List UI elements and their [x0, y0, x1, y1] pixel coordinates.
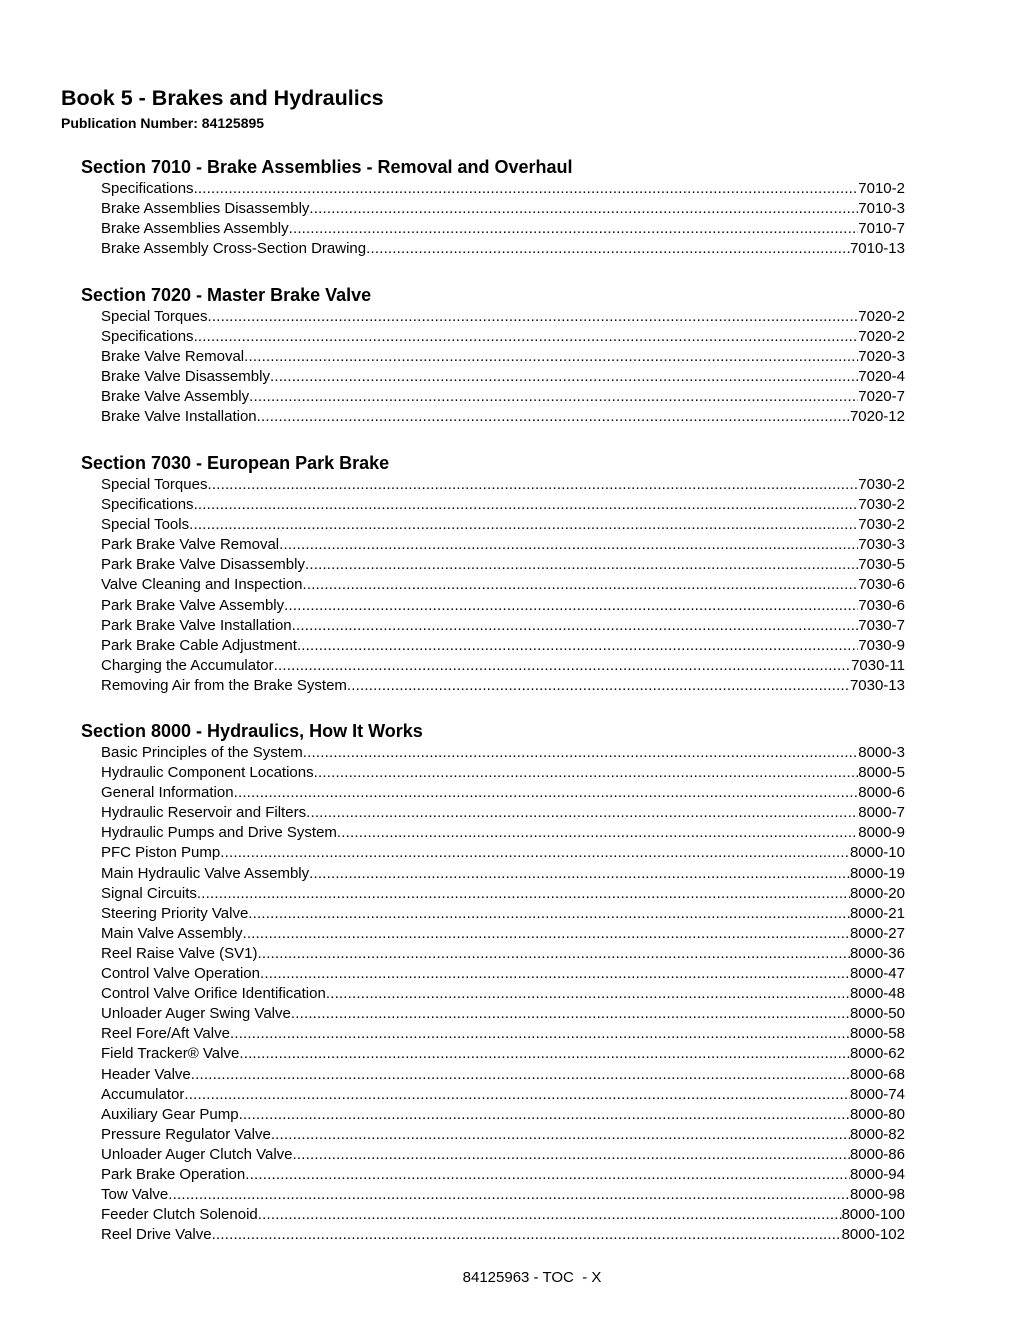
toc-entry[interactable] — [101, 656, 905, 676]
toc-entry[interactable] — [101, 1085, 905, 1105]
section-title: Section 7010 - Brake Assemblies - Removal and Overhaul — [81, 157, 573, 177]
toc-entry-label: Feeder Clutch Solenoid — [101, 1206, 258, 1224]
toc-entry-label: Specifications — [101, 328, 194, 346]
toc-entry[interactable] — [101, 763, 905, 783]
dot-leader — [220, 843, 850, 863]
toc-entry[interactable] — [101, 924, 905, 944]
toc-entry-label: Hydraulic Pumps and Drive System — [101, 824, 337, 842]
toc-entry-label: Unloader Auger Clutch Valve — [101, 1145, 293, 1163]
dot-leader — [284, 596, 858, 616]
toc-entry[interactable] — [101, 884, 905, 904]
toc-entry-page: 8000-9 — [858, 824, 905, 842]
dot-leader — [293, 1145, 850, 1165]
toc-entry-page: 7030-6 — [858, 596, 905, 614]
toc-entry[interactable] — [101, 555, 905, 575]
toc-entry-label: Park Brake Operation — [101, 1165, 246, 1183]
dot-leader — [314, 763, 859, 783]
dot-leader — [239, 1105, 850, 1125]
dot-leader — [303, 575, 859, 595]
dot-leader — [184, 1085, 850, 1105]
toc-entry-label: Brake Assemblies Assembly — [101, 220, 289, 238]
dot-leader — [194, 327, 859, 347]
toc-entry-label: Park Brake Valve Disassembly — [101, 556, 305, 574]
footer-doc-id: 84125963 - TOC — [462, 1269, 574, 1286]
toc-entry[interactable] — [101, 239, 905, 259]
toc-entry[interactable] — [101, 219, 905, 239]
toc-entry[interactable] — [101, 535, 905, 555]
toc-entry-label: Pressure Regulator Valve — [101, 1125, 271, 1143]
dot-leader — [289, 219, 859, 239]
toc-entry-page: 8000-27 — [849, 924, 905, 942]
toc-entry-page: 8000-58 — [849, 1025, 905, 1043]
dot-leader — [230, 1024, 850, 1044]
toc-entry[interactable] — [101, 984, 905, 1004]
toc-entry-label: Steering Priority Valve — [101, 904, 249, 922]
toc-list — [81, 307, 905, 428]
toc-entry[interactable] — [101, 1024, 905, 1044]
publication-number: Publication Number: 84125895 — [61, 115, 265, 131]
toc-entry-label: Field Tracker® Valve — [101, 1045, 240, 1063]
toc-entry-label: Accumulator — [101, 1085, 185, 1103]
toc-entry-page: 7020-3 — [858, 348, 905, 366]
toc-entry-label: Park Brake Cable Adjustment — [101, 636, 297, 654]
dot-leader — [326, 984, 850, 1004]
toc-entry-label: Reel Drive Valve — [101, 1226, 212, 1244]
toc-entry[interactable] — [101, 823, 905, 843]
toc-entry-page: 7030-11 — [851, 656, 905, 674]
toc-entry[interactable] — [101, 904, 905, 924]
toc-entry-page: 7030-2 — [858, 476, 905, 493]
toc-list — [81, 475, 905, 696]
toc-entry-label: Brake Valve Removal — [101, 348, 245, 366]
toc-entry[interactable] — [101, 964, 905, 984]
dot-leader — [292, 616, 859, 636]
toc-entry-page: 7030-9 — [858, 636, 905, 654]
toc-entry[interactable] — [101, 1044, 905, 1064]
toc-entry-label: Specifications — [101, 496, 194, 514]
toc-entry[interactable] — [101, 495, 905, 515]
dot-leader — [194, 179, 859, 199]
toc-entry-page: 8000-62 — [849, 1045, 905, 1063]
toc-entry-page: 8000-80 — [849, 1105, 905, 1123]
toc-entry-label: Hydraulic Component Locations — [101, 764, 314, 782]
toc-entry[interactable] — [101, 407, 905, 427]
toc-list — [81, 743, 905, 1245]
page-footer — [0, 1268, 1024, 1288]
toc-entry[interactable] — [101, 636, 905, 656]
toc-entry[interactable] — [101, 944, 905, 964]
toc-entry-page: 7020-2 — [858, 328, 905, 346]
toc-entry-label: Brake Assemblies Disassembly — [101, 200, 310, 218]
toc-entry-label: Header Valve — [101, 1065, 191, 1083]
toc-entry[interactable] — [101, 475, 905, 495]
toc-entry-page: 7030-2 — [858, 516, 905, 534]
section-title: Section 7020 - Master Brake Valve — [81, 285, 372, 305]
toc-entry-label: General Information — [101, 784, 234, 802]
toc-entry-page: 8000-94 — [849, 1165, 905, 1183]
dot-leader — [191, 1065, 850, 1085]
toc-entry-page: 8000-86 — [849, 1145, 905, 1163]
toc-entry-label: Special Torques — [101, 308, 208, 325]
dot-leader — [306, 803, 858, 823]
toc-entry-label: Main Valve Assembly — [101, 924, 243, 942]
dot-leader — [245, 1165, 850, 1185]
toc-entry[interactable] — [101, 676, 905, 696]
toc-list — [81, 179, 905, 259]
toc-entry-page: 8000-10 — [849, 844, 905, 862]
toc-entry[interactable] — [101, 1205, 905, 1225]
toc-entry[interactable] — [101, 1185, 905, 1205]
toc-entry-page: 7030-6 — [858, 576, 905, 594]
dot-leader — [274, 656, 851, 676]
toc-entry-label: Specifications — [101, 180, 194, 197]
dot-leader — [239, 1044, 850, 1064]
toc-entry[interactable] — [101, 1105, 905, 1125]
toc-entry-label: Special Tools — [101, 516, 190, 534]
toc-entry-label: Auxiliary Gear Pump — [101, 1105, 239, 1123]
toc-entry-page: 7010-7 — [858, 220, 905, 238]
toc-entry-page: 7030-5 — [858, 556, 905, 574]
toc-entry[interactable] — [101, 199, 905, 219]
toc-entry-page: 8000-74 — [849, 1085, 905, 1103]
section-title: Section 7030 - European Park Brake — [81, 453, 390, 473]
toc-entry[interactable] — [101, 743, 905, 763]
dot-leader — [242, 924, 849, 944]
section-7020 — [81, 283, 905, 428]
toc-entry-label: Brake Valve Installation — [101, 408, 257, 426]
dot-leader — [258, 1205, 842, 1225]
footer-page-number: - X — [582, 1269, 602, 1286]
dot-leader — [248, 904, 850, 924]
toc-entry-label: Park Brake Valve Installation — [101, 616, 292, 634]
dot-leader — [194, 495, 859, 515]
toc-entry-page: 7030-3 — [858, 536, 905, 554]
toc-entry-label: Reel Raise Valve (SV1) — [101, 944, 258, 962]
toc-entry-page: 7020-12 — [849, 408, 905, 426]
dot-leader — [297, 636, 858, 656]
toc-entry[interactable] — [101, 1125, 905, 1145]
toc-entry-label: Signal Circuits — [101, 884, 197, 902]
dot-leader — [291, 1004, 850, 1024]
dot-leader — [197, 884, 850, 904]
toc-entry-label: Hydraulic Reservoir and Filters — [101, 804, 307, 822]
toc-entry-label: Brake Valve Assembly — [101, 388, 250, 406]
dot-leader — [309, 864, 850, 884]
toc-entry-page: 7020-4 — [858, 368, 905, 386]
toc-entry-page: 7020-2 — [858, 308, 905, 325]
toc-entry-page: 8000-48 — [849, 985, 905, 1003]
toc-entry[interactable] — [101, 347, 905, 367]
toc-entry[interactable] — [101, 843, 905, 863]
toc-entry-label: Control Valve Orifice Identification — [101, 985, 326, 1003]
toc-entry-page: 8000-5 — [858, 764, 905, 782]
toc-entry-label: Tow Valve — [101, 1186, 169, 1204]
toc-entry-label: Reel Fore/Aft Valve — [101, 1025, 230, 1043]
toc-entry[interactable] — [101, 1225, 905, 1245]
toc-entry[interactable] — [101, 179, 905, 199]
toc-entry[interactable] — [101, 1065, 905, 1085]
toc-entry-label: Removing Air from the Brake System — [101, 676, 347, 694]
toc-entry-label: Charging the Accumulator — [101, 656, 274, 674]
toc-entry[interactable] — [101, 864, 905, 884]
dot-leader — [189, 515, 858, 535]
toc-entry-label: PFC Piston Pump — [101, 844, 221, 862]
toc-entry-page: 8000-6 — [858, 784, 905, 802]
toc-entry-page: 7020-7 — [858, 388, 905, 406]
dot-leader — [305, 555, 858, 575]
toc-entry[interactable] — [101, 327, 905, 347]
toc-entry[interactable] — [101, 596, 905, 616]
toc-entry-label: Park Brake Valve Assembly — [101, 596, 285, 614]
dot-leader — [257, 407, 850, 427]
toc-entry[interactable] — [101, 575, 905, 595]
toc-entry-page: 8000-47 — [849, 965, 905, 983]
toc-entry-page: 8000-98 — [849, 1186, 905, 1204]
toc-entry-page: 8000-82 — [849, 1125, 905, 1143]
toc-entry[interactable] — [101, 1004, 905, 1024]
toc-entry[interactable] — [101, 515, 905, 535]
toc-entry-page: 7010-3 — [858, 200, 905, 218]
toc-entry-page: 7030-7 — [858, 616, 905, 634]
dot-leader — [249, 387, 858, 407]
toc-entry-page: 7030-2 — [858, 496, 905, 514]
toc-entry-page: 8000-102 — [841, 1226, 905, 1244]
toc-entry[interactable] — [101, 783, 905, 803]
toc-entry-page: 8000-36 — [849, 944, 905, 962]
dot-leader — [234, 783, 859, 803]
toc-entry-page: 8000-3 — [858, 744, 905, 761]
toc-entry-page: 7010-2 — [858, 180, 905, 197]
dot-leader — [207, 307, 858, 327]
book-title: Book 5 - Brakes and Hydraulics — [61, 86, 384, 110]
toc-entry-label: Control Valve Operation — [101, 965, 260, 983]
toc-entry[interactable] — [101, 307, 905, 327]
toc-entry[interactable] — [101, 616, 905, 636]
dot-leader — [347, 676, 850, 696]
section-8000 — [81, 719, 905, 1245]
toc-entry-page: 8000-20 — [849, 884, 905, 902]
dot-leader — [337, 823, 858, 843]
toc-entry[interactable] — [101, 387, 905, 407]
toc-entry[interactable] — [101, 803, 905, 823]
dot-leader — [366, 239, 850, 259]
dot-leader — [303, 743, 859, 763]
toc-entry-label: Special Torques — [101, 476, 208, 493]
toc-entry-label: Brake Assembly Cross-Section Drawing — [101, 240, 367, 258]
toc-entry-page: 8000-21 — [849, 904, 905, 922]
dot-leader — [309, 199, 858, 219]
toc-entry-page: 8000-68 — [849, 1065, 905, 1083]
toc-entry[interactable] — [101, 367, 905, 387]
section-7010 — [81, 155, 905, 259]
dot-leader — [279, 535, 858, 555]
section-title: Section 8000 - Hydraulics, How It Works — [81, 721, 423, 741]
toc-entry-label: Main Hydraulic Valve Assembly — [101, 864, 310, 882]
toc-entry-label: Brake Valve Disassembly — [101, 368, 270, 386]
dot-leader — [257, 944, 849, 964]
dot-leader — [271, 1125, 850, 1145]
toc-entry[interactable] — [101, 1165, 905, 1185]
toc-entry-page: 8000-7 — [858, 804, 905, 822]
toc-entry-label: Park Brake Valve Removal — [101, 536, 280, 554]
toc-entry-page: 7010-13 — [849, 240, 905, 258]
toc-entry-label: Valve Cleaning and Inspection — [101, 576, 303, 594]
dot-leader — [270, 367, 858, 387]
dot-leader — [260, 964, 850, 984]
toc-entry-page: 8000-100 — [841, 1206, 905, 1224]
toc-entry-page: 8000-50 — [849, 1005, 905, 1023]
dot-leader — [207, 475, 858, 495]
toc-entry[interactable] — [101, 1145, 905, 1165]
toc-entry-page: 8000-19 — [849, 864, 905, 882]
toc-entry-label: Basic Principles of the System — [101, 744, 303, 761]
section-7030 — [81, 451, 905, 696]
dot-leader — [168, 1185, 850, 1205]
dot-leader — [244, 347, 858, 367]
dot-leader — [212, 1225, 842, 1245]
toc-entry-page: 7030-13 — [849, 676, 905, 694]
toc-entry-label: Unloader Auger Swing Valve — [101, 1005, 291, 1023]
